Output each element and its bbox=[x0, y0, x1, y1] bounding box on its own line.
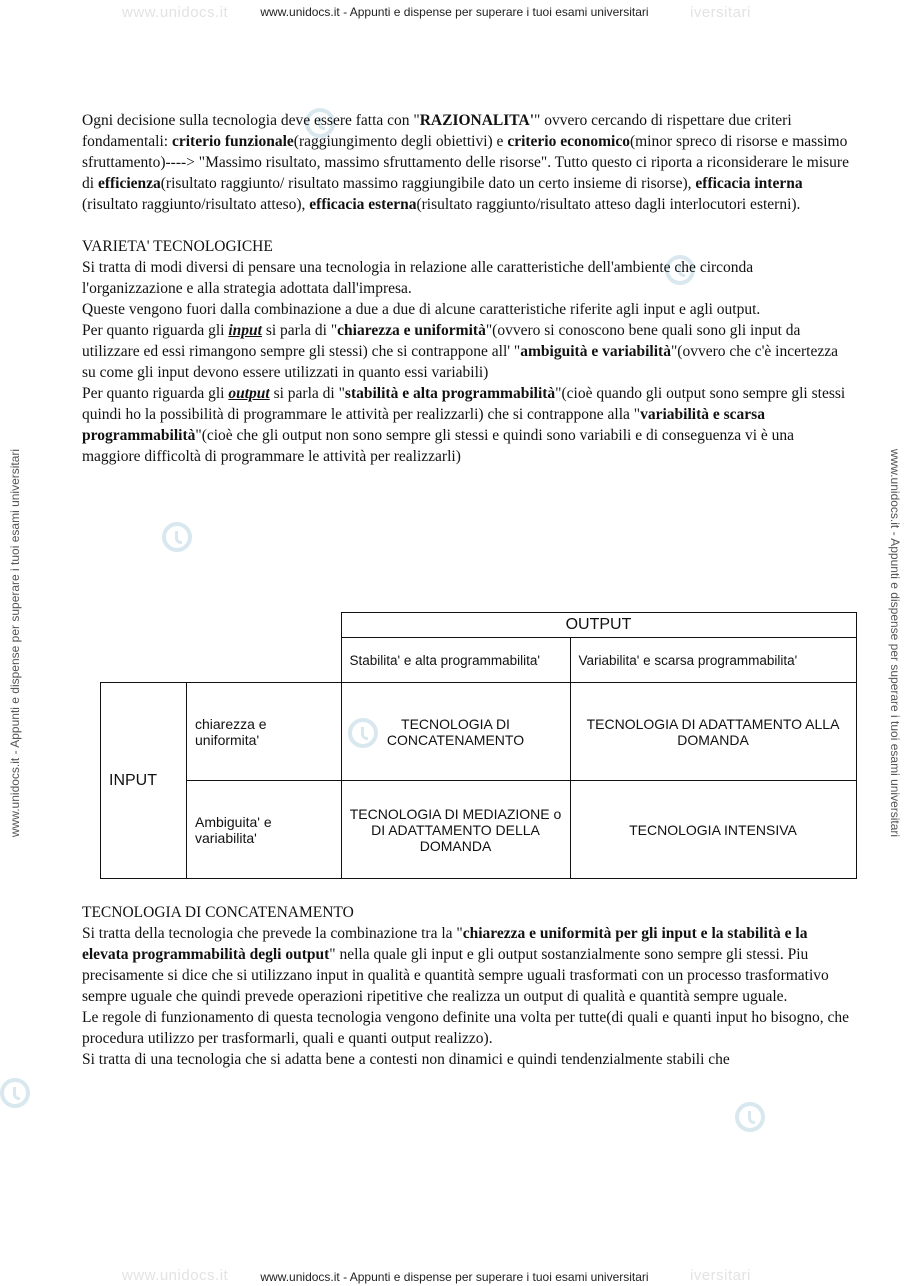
footer-banner[interactable]: www.unidocs.it - Appunti e dispense per superare i tuoi esami universitari bbox=[260, 1270, 649, 1284]
output-col-stable: Stabilita' e alta programmabilita' bbox=[341, 638, 570, 683]
watermark-ghost-left-footer: www.unidocs.it bbox=[122, 1267, 229, 1284]
output-paragraph: Per quanto riguarda gli output si parla di "stabilità e alta programmabilità"(cioè quando gli output sono sempre gli stessi quindi ho la possibilità di programmare le attività per realizzarli) che si contrappone alla "variabilità e scarsa programmabilità"(cioè che gli output non sono sempre gli stessi e quindi sono variabili e di conseguenza vi è una maggiore difficoltà di programmare le attività per realizzarli) bbox=[82, 385, 846, 465]
intro-paragraph: Ogni decisione sulla tecnologia deve essere fatta con "RAZIONALITA'" ovvero cercando di rispettare due criteri fondamentali: criterio funzionale(raggiungimento degli obiettivi) e criterio economico(minor spreco di risorse e massimo sfruttamento)----> "Massimo risultato, massimo sfruttamento delle risorse". Tutto questo ci riporta a riconsiderare le misure di efficienza(risultato raggiunto/ risultato massimo raggiungibile dato un certo insieme di risorse), efficacia interna (risultato raggiunto/risultato atteso), efficacia esterna(risultato raggiunto/risultato atteso dagli interlocutori esterni). bbox=[82, 112, 849, 213]
side-banner-left: www.unidocs.it - Appunti e dispense per superare i tuoi esami universitari bbox=[8, 448, 22, 838]
paragraph: Queste vengono fuori dalla combinazione a due a due di alcune caratteristiche riferite agli input e agli output. bbox=[82, 301, 761, 318]
cell-intensiva: TECNOLOGIA INTENSIVA bbox=[570, 781, 856, 879]
input-paragraph: Per quanto riguarda gli input si parla di "chiarezza e uniformità"(ovvero si conoscono bene quali sono gli input da utilizzare ed essi rimangono sempre gli stessi) che si contrappone all' "ambiguità e variabilità"(ovvero che c'è incertezza su come gli input devono essere utilizzati in quanto essi variabili) bbox=[82, 322, 838, 381]
paragraph: Si tratta di modi diversi di pensare una tecnologia in relazione alle caratteristiche dell'ambiente che circonda l'organizzazione e alla strategia adottata dall'impresa. bbox=[82, 259, 754, 297]
cell-mediazione: TECNOLOGIA DI MEDIAZIONE o DI ADATTAMENTO DELLA DOMANDA bbox=[341, 781, 570, 879]
watermark-logo-icon bbox=[735, 1102, 765, 1132]
input-header: INPUT bbox=[101, 683, 187, 879]
paragraph: Le regole di funzionamento di questa tecnologia vengono definite una volta per tutte(di quali e quanti input ho bisogno, che procedura utilizzo per trasformarli, quali e quanti output realizzo). bbox=[82, 1009, 850, 1047]
input-row-clarity: chiarezza e uniformita' bbox=[187, 683, 342, 781]
cell-adattamento: TECNOLOGIA DI ADATTAMENTO ALLA DOMANDA bbox=[570, 683, 856, 781]
section-heading: VARIETA' TECNOLOGICHE bbox=[82, 238, 273, 255]
section-heading: TECNOLOGIA DI CONCATENAMENTO bbox=[82, 904, 354, 921]
concatenamento-section bbox=[82, 902, 852, 1070]
watermark-ghost-left: www.unidocs.it bbox=[122, 4, 229, 21]
paragraph: Si tratta di una tecnologia che si adatta bene a contesti non dinamici e quindi tendenzialmente stabili che bbox=[82, 1051, 730, 1068]
technology-matrix-table bbox=[100, 612, 857, 879]
output-header: OUTPUT bbox=[341, 613, 856, 638]
cell-concatenamento: TECNOLOGIA DI CONCATENAMENTO bbox=[341, 683, 570, 781]
input-row-ambiguity: Ambiguita' e variabilita' bbox=[187, 781, 342, 879]
document-body bbox=[82, 110, 852, 467]
output-col-variable: Variabilita' e scarsa programmabilita' bbox=[570, 638, 856, 683]
watermark-ghost-right-footer: iversitari bbox=[690, 1267, 751, 1284]
header-banner[interactable]: www.unidocs.it - Appunti e dispense per superare i tuoi esami universitari bbox=[260, 5, 649, 19]
watermark-ghost-right: iversitari bbox=[690, 4, 751, 21]
paragraph: Si tratta della tecnologia che prevede la combinazione tra la "chiarezza e uniformità per gli input e la stabilità e la elevata programmabilità degli output" nella quale gli input e gli output sostanzialmente sono sempre gli stessi. Piu precisamente si dice che si utilizzano input in qualità e quantità sempre uguali trasformati con un processo trasformativo sempre uguale che quindi prevede operazioni ripetitive che realizza un output di qualità e quantità sempre uguale. bbox=[82, 925, 829, 1005]
watermark-logo-icon bbox=[0, 1078, 30, 1108]
side-banner-right: www.unidocs.it - Appunti e dispense per superare i tuoi esami universitari bbox=[888, 448, 902, 838]
watermark-logo-icon bbox=[162, 522, 192, 552]
